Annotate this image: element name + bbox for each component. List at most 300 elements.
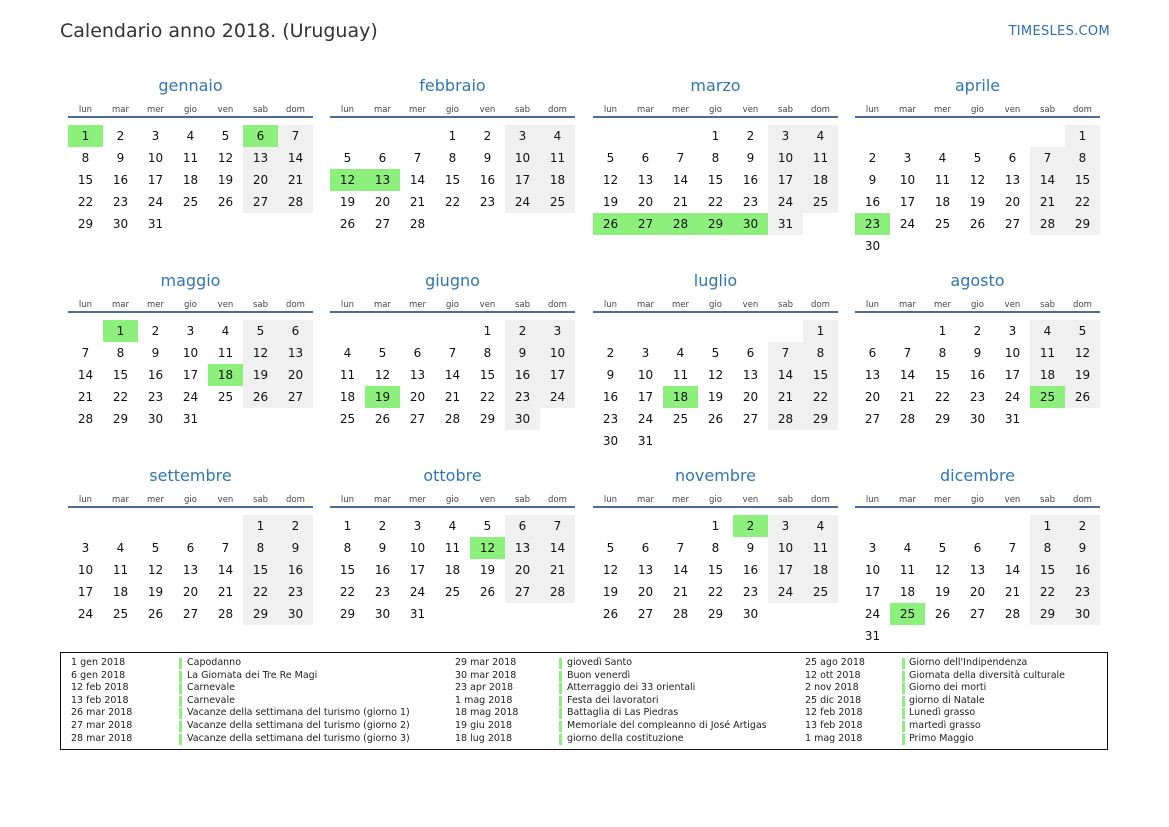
day-cell: 14 xyxy=(899,368,916,382)
legend-date: 12 ott 2018 xyxy=(805,669,861,681)
day-cell: 29 xyxy=(934,412,951,426)
day-cell: 22 xyxy=(1065,191,1100,213)
day-cell: 12 xyxy=(707,368,724,382)
day-cell: 8 xyxy=(243,537,278,559)
legend-date: 18 mag 2018 xyxy=(455,707,519,719)
day-cell: 10 xyxy=(505,147,540,169)
day-cell: 24 xyxy=(182,390,199,404)
weekday-header: lun xyxy=(78,495,93,505)
weekday-header: dom xyxy=(286,300,305,310)
weekday-header: mer xyxy=(146,300,164,310)
weekday-header: mar xyxy=(637,495,654,505)
day-cell: 31 xyxy=(768,213,803,235)
day-cell: 16 xyxy=(742,563,759,577)
day-cell: 29 xyxy=(243,603,278,625)
legend-holiday-name: Battaglia di Las Piedras xyxy=(567,707,679,719)
holiday-day-cell: 27 xyxy=(628,213,663,235)
day-cell: 30 xyxy=(969,412,986,426)
weekday-header: sab xyxy=(1039,300,1056,310)
day-cell: 17 xyxy=(540,364,575,386)
legend-holiday-name: Buon venerdì xyxy=(567,669,631,681)
weekday-header: ven xyxy=(1004,300,1021,310)
legend-date: 12 feb 2018 xyxy=(805,707,863,719)
day-cell: 23 xyxy=(374,585,391,599)
header-divider xyxy=(330,506,575,508)
day-cell: 7 xyxy=(413,151,422,165)
day-cell: 19 xyxy=(707,390,724,404)
legend-date: 26 mar 2018 xyxy=(71,707,133,719)
weekday-header: sab xyxy=(514,105,531,115)
day-cell: 15 xyxy=(934,368,951,382)
day-cell: 30 xyxy=(1065,603,1100,625)
legend-holiday-name: Lunedì grasso xyxy=(909,707,976,719)
day-cell: 15 xyxy=(444,173,461,187)
weekday-header: sab xyxy=(252,105,269,115)
legend-date: 27 mar 2018 xyxy=(71,720,133,731)
legend-marker xyxy=(179,734,182,745)
weekday-header: mar xyxy=(637,105,654,115)
day-cell: 21 xyxy=(77,390,94,404)
legend-holiday-name: Primo Maggio xyxy=(909,732,974,744)
day-cell: 2 xyxy=(973,324,982,338)
day-cell: 2 xyxy=(151,324,160,338)
legend-date: 13 feb 2018 xyxy=(71,694,129,706)
legend-holiday-name: Carnevale xyxy=(187,682,235,694)
day-cell: 27 xyxy=(864,412,881,426)
weekday-header: gio xyxy=(446,105,459,115)
legend-marker xyxy=(559,683,562,694)
weekday-header: mar xyxy=(899,495,916,505)
weekday-header: mar xyxy=(899,300,916,310)
weekday-header: sab xyxy=(777,105,794,115)
month-dicembre xyxy=(855,466,1100,656)
day-cell: 7 xyxy=(221,541,230,555)
day-cell: 6 xyxy=(186,541,195,555)
day-cell: 24 xyxy=(637,412,654,426)
day-cell: 8 xyxy=(343,541,352,555)
day-cell: 17 xyxy=(768,559,803,581)
day-cell: 25 xyxy=(803,581,838,603)
day-cell: 6 xyxy=(505,515,540,537)
day-cell: 28 xyxy=(768,408,803,430)
day-cell: 25 xyxy=(803,191,838,213)
day-cell: 20 xyxy=(1004,195,1021,209)
legend-holiday-name: Vacanze della settimana del turismo (giorno 1) xyxy=(187,707,410,719)
legend-date: 25 ago 2018 xyxy=(805,657,865,668)
day-cell: 12 xyxy=(602,173,619,187)
weekday-header: mar xyxy=(112,300,129,310)
holiday-day-cell: 12 xyxy=(470,537,505,559)
day-cell: 28 xyxy=(77,412,94,426)
day-cell: 19 xyxy=(602,585,619,599)
day-cell: 21 xyxy=(899,390,916,404)
legend-date: 1 gen 2018 xyxy=(71,657,126,668)
day-cell: 11 xyxy=(339,368,356,382)
day-cell: 16 xyxy=(147,368,164,382)
day-cell: 19 xyxy=(1065,364,1100,386)
day-cell: 5 xyxy=(378,346,387,360)
day-cell: 14 xyxy=(278,147,313,169)
day-cell: 1 xyxy=(1065,125,1100,147)
weekday-header: mer xyxy=(408,105,426,115)
legend-marker xyxy=(179,683,182,694)
day-cell: 15 xyxy=(707,173,724,187)
weekday-header: sab xyxy=(777,495,794,505)
month-gennaio xyxy=(68,76,313,266)
day-cell: 28 xyxy=(444,412,461,426)
day-cell: 3 xyxy=(505,125,540,147)
day-cell: 28 xyxy=(540,581,575,603)
day-cell: 15 xyxy=(243,559,278,581)
legend-marker xyxy=(902,721,905,732)
day-cell: 24 xyxy=(505,191,540,213)
legend-holiday-name: martedì grasso xyxy=(909,720,981,731)
day-cell: 4 xyxy=(938,151,947,165)
day-cell: 3 xyxy=(641,346,650,360)
day-cell: 6 xyxy=(278,320,313,342)
day-cell: 2 xyxy=(868,151,877,165)
day-cell: 7 xyxy=(768,342,803,364)
day-cell: 10 xyxy=(77,563,94,577)
weekday-header: ven xyxy=(217,300,234,310)
weekday-header: mer xyxy=(671,300,689,310)
day-cell: 18 xyxy=(899,585,916,599)
month-maggio xyxy=(68,271,313,461)
day-cell: 28 xyxy=(278,191,313,213)
day-cell: 19 xyxy=(147,585,164,599)
day-cell: 14 xyxy=(1004,563,1021,577)
legend-holiday-name: Memoriale del compleanno di José Artigas xyxy=(567,720,767,731)
weekday-header: mar xyxy=(112,495,129,505)
day-cell: 4 xyxy=(221,324,230,338)
day-cell: 7 xyxy=(540,515,575,537)
weekday-header: mer xyxy=(933,495,951,505)
month-name: febbraio xyxy=(419,76,486,95)
day-cell: 30 xyxy=(505,408,540,430)
day-cell: 10 xyxy=(768,147,803,169)
weekday-header: mar xyxy=(112,105,129,115)
month-name: maggio xyxy=(160,271,221,290)
month-name: agosto xyxy=(950,271,1005,290)
day-cell: 4 xyxy=(116,541,125,555)
day-cell: 26 xyxy=(147,607,164,621)
holiday-day-cell: 30 xyxy=(733,213,768,235)
day-cell: 2 xyxy=(606,346,615,360)
day-cell: 1 xyxy=(343,519,352,533)
day-cell: 13 xyxy=(637,563,654,577)
day-cell: 10 xyxy=(637,368,654,382)
day-cell: 11 xyxy=(934,173,951,187)
weekday-header: mer xyxy=(408,300,426,310)
day-cell: 30 xyxy=(864,239,881,253)
day-cell: 24 xyxy=(768,581,803,603)
day-cell: 30 xyxy=(278,603,313,625)
legend-marker xyxy=(559,671,562,682)
day-cell: 22 xyxy=(479,390,496,404)
day-cell: 30 xyxy=(112,217,129,231)
day-cell: 17 xyxy=(899,195,916,209)
day-cell: 8 xyxy=(711,151,720,165)
day-cell: 8 xyxy=(81,151,90,165)
day-cell: 9 xyxy=(505,342,540,364)
day-cell: 16 xyxy=(1065,559,1100,581)
day-cell: 7 xyxy=(448,346,457,360)
day-cell: 31 xyxy=(637,434,654,448)
day-cell: 2 xyxy=(746,129,755,143)
holiday-day-cell: 12 xyxy=(330,169,365,191)
holiday-legend xyxy=(60,652,1108,750)
day-cell: 30 xyxy=(602,434,619,448)
brand-link[interactable]: TIMESLES.COM xyxy=(1008,24,1110,39)
day-cell: 5 xyxy=(606,151,615,165)
month-name: novembre xyxy=(674,466,757,485)
weekday-header: dom xyxy=(1073,105,1092,115)
day-cell: 5 xyxy=(1065,320,1100,342)
day-cell: 18 xyxy=(803,559,838,581)
day-cell: 9 xyxy=(1065,537,1100,559)
legend-date: 28 mar 2018 xyxy=(71,732,133,744)
day-cell: 12 xyxy=(374,368,391,382)
day-cell: 26 xyxy=(243,386,278,408)
day-cell: 19 xyxy=(602,195,619,209)
day-cell: 23 xyxy=(602,412,619,426)
day-cell: 22 xyxy=(803,386,838,408)
day-cell: 16 xyxy=(479,173,496,187)
day-cell: 18 xyxy=(934,195,951,209)
legend-holiday-name: Giorno dell'Indipendenza xyxy=(909,657,1028,668)
weekday-header: ven xyxy=(217,495,234,505)
day-cell: 11 xyxy=(444,541,461,555)
day-cell: 24 xyxy=(1004,390,1021,404)
day-cell: 19 xyxy=(217,173,234,187)
day-cell: 22 xyxy=(112,390,129,404)
day-cell: 5 xyxy=(711,346,720,360)
day-cell: 27 xyxy=(637,607,654,621)
weekday-header: dom xyxy=(286,495,305,505)
day-cell: 3 xyxy=(868,541,877,555)
day-cell: 21 xyxy=(672,585,689,599)
day-cell: 17 xyxy=(1004,368,1021,382)
day-cell: 11 xyxy=(672,368,689,382)
day-cell: 31 xyxy=(182,412,199,426)
holiday-day-cell: 6 xyxy=(243,125,278,147)
day-cell: 1 xyxy=(938,324,947,338)
header-divider xyxy=(593,311,838,313)
day-cell: 28 xyxy=(1004,607,1021,621)
day-cell: 14 xyxy=(217,563,234,577)
day-cell: 15 xyxy=(707,563,724,577)
day-cell: 27 xyxy=(1004,217,1021,231)
day-cell: 20 xyxy=(637,195,654,209)
header-divider xyxy=(855,116,1100,118)
legend-date: 12 feb 2018 xyxy=(71,682,129,694)
day-cell: 3 xyxy=(81,541,90,555)
month-name: settembre xyxy=(149,466,232,485)
day-cell: 4 xyxy=(803,515,838,537)
day-cell: 2 xyxy=(483,129,492,143)
month-giugno xyxy=(330,271,575,461)
legend-marker xyxy=(902,734,905,745)
holiday-day-cell: 18 xyxy=(663,386,698,408)
holiday-day-cell: 2 xyxy=(733,515,768,537)
legend-marker xyxy=(559,734,562,745)
month-name: luglio xyxy=(693,271,738,290)
legend-marker xyxy=(559,696,562,707)
day-cell: 26 xyxy=(934,607,951,621)
day-cell: 22 xyxy=(339,585,356,599)
day-cell: 25 xyxy=(182,195,199,209)
day-cell: 31 xyxy=(409,607,426,621)
day-cell: 5 xyxy=(483,519,492,533)
day-cell: 11 xyxy=(899,563,916,577)
day-cell: 18 xyxy=(540,169,575,191)
day-cell: 15 xyxy=(1030,559,1065,581)
header-divider xyxy=(330,116,575,118)
day-cell: 27 xyxy=(969,607,986,621)
day-cell: 31 xyxy=(864,629,881,643)
day-cell: 30 xyxy=(742,607,759,621)
day-cell: 23 xyxy=(505,386,540,408)
day-cell: 30 xyxy=(374,607,391,621)
day-cell: 5 xyxy=(973,151,982,165)
weekday-header: mer xyxy=(671,495,689,505)
day-cell: 20 xyxy=(278,364,313,386)
day-cell: 26 xyxy=(707,412,724,426)
day-cell: 13 xyxy=(505,537,540,559)
day-cell: 15 xyxy=(77,173,94,187)
day-cell: 1 xyxy=(448,129,457,143)
legend-date: 25 dic 2018 xyxy=(805,694,862,706)
legend-marker xyxy=(179,658,182,669)
weekday-header: lun xyxy=(78,105,93,115)
legend-marker xyxy=(559,658,562,669)
weekday-header: mer xyxy=(671,105,689,115)
weekday-header: sab xyxy=(777,300,794,310)
weekday-header: mar xyxy=(374,105,391,115)
day-cell: 12 xyxy=(969,173,986,187)
day-cell: 27 xyxy=(505,581,540,603)
day-cell: 21 xyxy=(540,559,575,581)
day-cell: 14 xyxy=(444,368,461,382)
legend-date: 1 mag 2018 xyxy=(455,694,513,706)
day-cell: 3 xyxy=(768,515,803,537)
weekday-header: gio xyxy=(184,495,197,505)
holiday-day-cell: 19 xyxy=(365,386,400,408)
day-cell: 3 xyxy=(1008,324,1017,338)
day-cell: 20 xyxy=(864,390,881,404)
day-cell: 7 xyxy=(676,541,685,555)
day-cell: 4 xyxy=(186,129,195,143)
day-cell: 23 xyxy=(969,390,986,404)
day-cell: 25 xyxy=(217,390,234,404)
day-cell: 6 xyxy=(1008,151,1017,165)
legend-marker xyxy=(902,696,905,707)
day-cell: 12 xyxy=(147,563,164,577)
weekday-header: mer xyxy=(408,495,426,505)
day-cell: 31 xyxy=(147,217,164,231)
legend-marker xyxy=(179,708,182,719)
day-cell: 20 xyxy=(374,195,391,209)
day-cell: 14 xyxy=(540,537,575,559)
weekday-header: dom xyxy=(1073,300,1092,310)
day-cell: 10 xyxy=(182,346,199,360)
day-cell: 2 xyxy=(116,129,125,143)
day-cell: 12 xyxy=(1065,342,1100,364)
weekday-header: sab xyxy=(514,495,531,505)
day-cell: 2 xyxy=(378,519,387,533)
day-cell: 27 xyxy=(278,386,313,408)
day-cell: 4 xyxy=(540,125,575,147)
day-cell: 3 xyxy=(540,320,575,342)
day-cell: 6 xyxy=(378,151,387,165)
day-cell: 24 xyxy=(864,607,881,621)
weekday-header: gio xyxy=(709,300,722,310)
day-cell: 20 xyxy=(505,559,540,581)
legend-holiday-name: Festa dei lavoratori xyxy=(567,694,659,706)
day-cell: 5 xyxy=(343,151,352,165)
day-cell: 5 xyxy=(221,129,230,143)
day-cell: 22 xyxy=(934,390,951,404)
header-divider xyxy=(68,116,313,118)
month-febbraio xyxy=(330,76,575,266)
day-cell: 25 xyxy=(934,217,951,231)
day-cell: 29 xyxy=(479,412,496,426)
day-cell: 9 xyxy=(606,368,615,382)
day-cell: 19 xyxy=(339,195,356,209)
day-cell: 5 xyxy=(606,541,615,555)
day-cell: 27 xyxy=(742,412,759,426)
legend-holiday-name: Vacanze della settimana del turismo (giorno 2) xyxy=(187,720,410,731)
day-cell: 11 xyxy=(217,346,234,360)
day-cell: 8 xyxy=(116,346,125,360)
weekday-header: ven xyxy=(479,495,496,505)
day-cell: 23 xyxy=(278,581,313,603)
legend-date: 13 feb 2018 xyxy=(805,720,863,731)
weekday-header: lun xyxy=(340,105,355,115)
day-cell: 3 xyxy=(186,324,195,338)
day-cell: 9 xyxy=(278,537,313,559)
day-cell: 29 xyxy=(803,408,838,430)
day-cell: 20 xyxy=(637,585,654,599)
weekday-header: ven xyxy=(479,300,496,310)
day-cell: 21 xyxy=(409,195,426,209)
day-cell: 14 xyxy=(672,173,689,187)
day-cell: 23 xyxy=(1065,581,1100,603)
day-cell: 12 xyxy=(602,563,619,577)
weekday-header: gio xyxy=(971,105,984,115)
day-cell: 17 xyxy=(505,169,540,191)
day-cell: 22 xyxy=(1030,581,1065,603)
day-cell: 8 xyxy=(1065,147,1100,169)
day-cell: 3 xyxy=(903,151,912,165)
weekday-header: dom xyxy=(811,300,830,310)
day-cell: 13 xyxy=(864,368,881,382)
day-cell: 13 xyxy=(742,368,759,382)
day-cell: 29 xyxy=(77,217,94,231)
day-cell: 17 xyxy=(182,368,199,382)
day-cell: 11 xyxy=(803,147,838,169)
weekday-header: gio xyxy=(971,495,984,505)
month-name: giugno xyxy=(425,271,480,290)
weekday-header: sab xyxy=(252,300,269,310)
day-cell: 4 xyxy=(1030,320,1065,342)
day-cell: 13 xyxy=(1004,173,1021,187)
day-cell: 21 xyxy=(672,195,689,209)
weekday-header: mar xyxy=(637,300,654,310)
day-cell: 13 xyxy=(409,368,426,382)
legend-holiday-name: Carnevale xyxy=(187,694,235,706)
legend-date: 19 giu 2018 xyxy=(455,720,512,731)
